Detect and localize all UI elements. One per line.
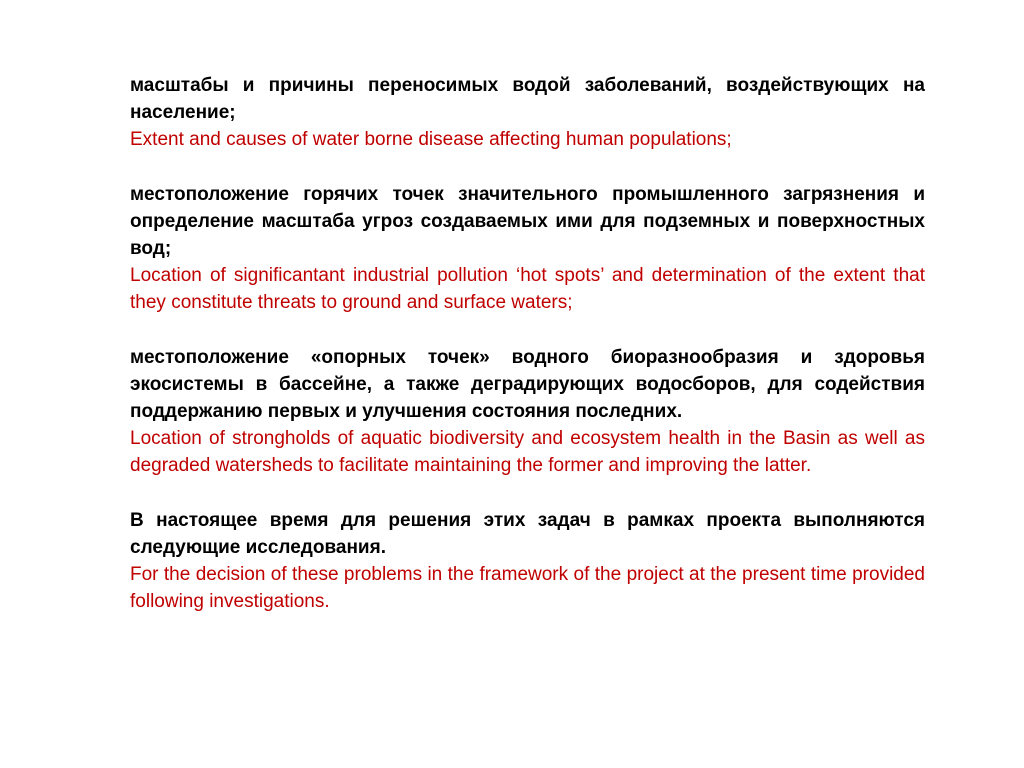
english-text: Extent and causes of water borne disease affecting human populations; — [130, 129, 732, 151]
paragraph-block-waterborne-disease — [130, 72, 925, 154]
russian-text: масштабы и причины переносимых водой заболеваний, воздействующих на население; — [130, 75, 925, 124]
english-text: For the decision of these problems in the framework of the project at the present time provided following investigations. — [130, 564, 925, 613]
paragraph-block-pollution-hot-spots — [130, 181, 925, 317]
english-text: Location of significantant industrial pollution ‘hot spots’ and determination of the extent that they constitute threats to ground and surface waters; — [130, 265, 925, 314]
russian-text: В настоящее время для решения этих задач в рамках проекта выполняются следующие исследования. — [130, 509, 925, 558]
russian-text: местоположение горячих точек значительного промышленного загрязнения и определение масштаба угроз создаваемых ими для подземных и поверхностных вод; — [130, 183, 925, 260]
paragraph-block-biodiversity-strongholds — [130, 344, 925, 480]
paragraph-block-investigations — [130, 507, 925, 616]
english-text: Location of strongholds of aquatic biodiversity and ecosystem health in the Basin as well as degraded watersheds to facilitate maintaining the former and improving the latter. — [130, 428, 925, 477]
russian-text: местоположение «опорных точек» водного биоразнообразия и здоровья экосистемы в бассейне, а также деградирующих водосборов, для содействия поддержанию первых и улучшения состояния последних. — [130, 346, 925, 423]
